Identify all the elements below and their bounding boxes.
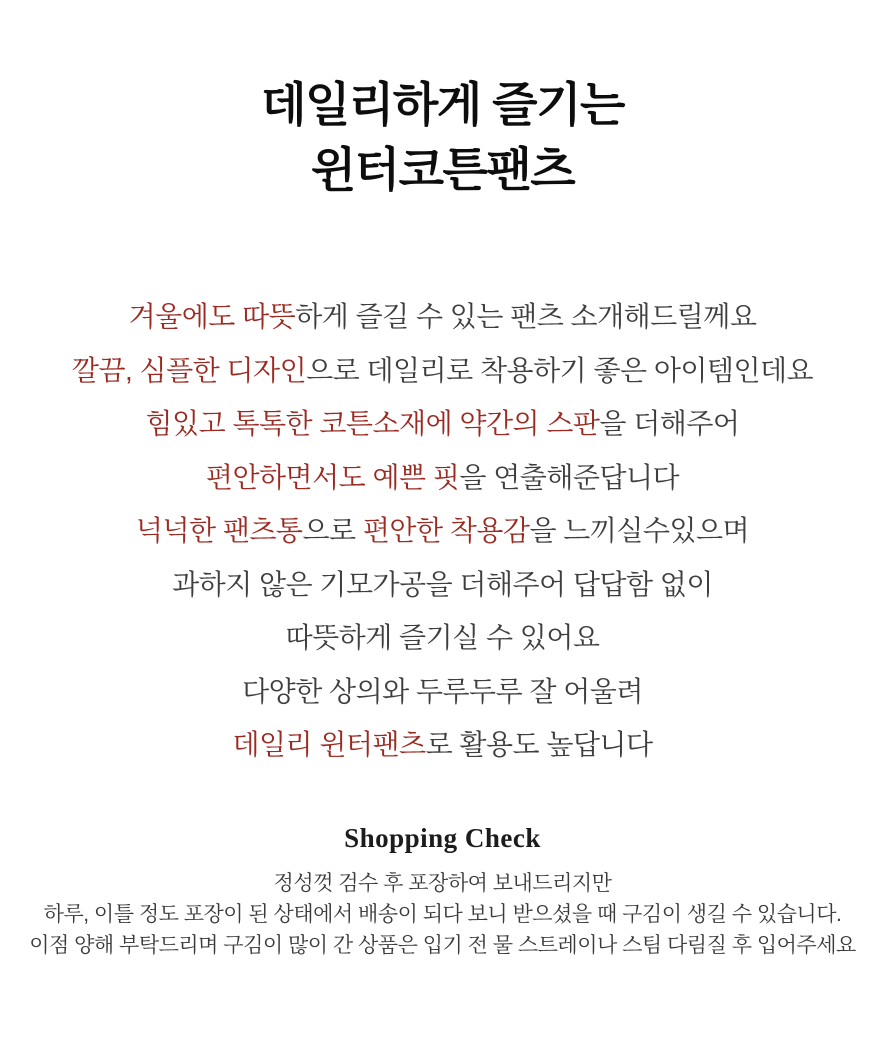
page-title-line-2: 윈터코튼팬츠 <box>310 143 575 196</box>
plain-phrase: 다양한 상의와 두루두루 잘 어울려 <box>242 675 643 707</box>
body-line <box>0 665 885 719</box>
accent-phrase: 편안하면서도 예쁜 핏 <box>205 461 460 493</box>
body-line <box>0 558 885 612</box>
body-line <box>0 344 885 398</box>
shopping-check-note-line: 하루, 이틀 정도 포장이 된 상태에서 배송이 되다 보니 받으셨을 때 구김이 생길 수 있습니다. <box>43 902 842 926</box>
plain-phrase: 을 더해주어 <box>599 408 740 439</box>
accent-phrase: 겨울에도 따뜻 <box>128 301 296 332</box>
plain-phrase: 과하지 않은 기모가공을 더해주어 답답함 없이 <box>172 568 713 600</box>
plain-phrase: 으로 <box>302 515 363 546</box>
plain-phrase: 따뜻하게 즐기실 수 있어요 <box>285 622 600 653</box>
shopping-check-section <box>0 822 885 961</box>
body-line <box>0 397 885 451</box>
accent-phrase: 힘있고 톡톡한 코튼소재에 약간의 스판 <box>145 408 600 439</box>
plain-phrase: 하게 즐길 수 있는 팬츠 소개해드릴께요 <box>295 301 757 332</box>
shopping-check-note-line: 정성껏 검수 후 포장하여 보내드리지만 <box>273 871 612 895</box>
body-line <box>0 451 885 505</box>
accent-phrase: 데일리 윈터팬츠 <box>232 729 426 760</box>
body-line <box>0 290 885 344</box>
plain-phrase: 을 느끼실수있으며 <box>529 515 750 546</box>
shopping-check-heading: Shopping Check <box>344 822 541 853</box>
body-line <box>0 611 885 665</box>
accent-phrase: 넉넉한 팬츠통 <box>135 515 303 546</box>
product-description-body <box>0 290 885 772</box>
plain-phrase: 으로 데일리로 착용하기 좋은 아이템인데요 <box>306 354 814 386</box>
accent-phrase: 편안한 착용감 <box>362 515 530 546</box>
plain-phrase: 을 연출해준답니다 <box>459 461 680 493</box>
shopping-check-notes <box>0 868 885 961</box>
body-line <box>0 504 885 558</box>
shopping-check-note-line: 이점 양해 부탁드리며 구김이 많이 간 상품은 입기 전 물 스트레이나 스팀 다림질 후 입어주세요 <box>29 933 856 957</box>
accent-phrase: 깔끔, 심플한 디자인 <box>71 354 307 386</box>
page-title-line-1: 데일리하게 즐기는 <box>261 78 624 131</box>
body-line <box>0 718 885 772</box>
page-title <box>0 0 885 202</box>
plain-phrase: 로 활용도 높답니다 <box>425 729 653 760</box>
